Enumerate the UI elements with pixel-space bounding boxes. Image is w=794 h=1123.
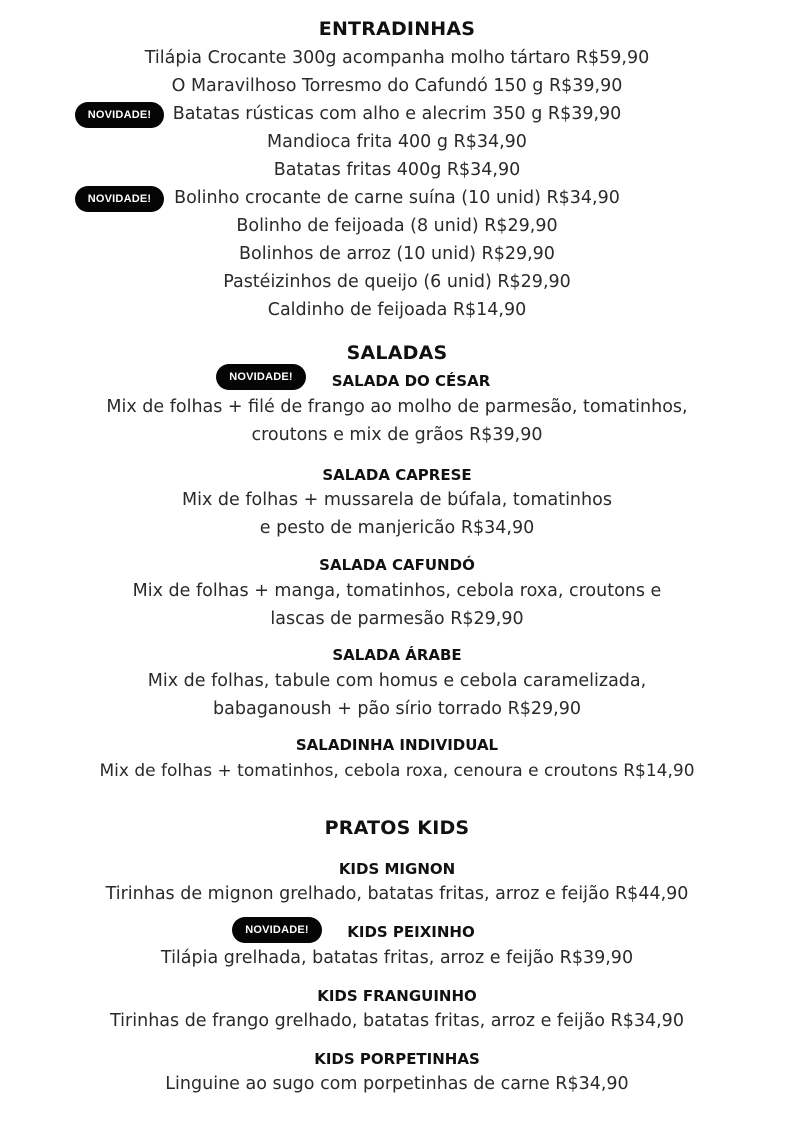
dish-name: KIDS MIGNON: [338, 860, 456, 878]
novidade-badge: NOVIDADE!: [216, 364, 306, 390]
dish-description: lascas de parmesão R$29,90: [270, 609, 524, 629]
dish-description: Mix de folhas, tabule com homus e cebola caramelizada,: [147, 671, 647, 691]
menu-item: O Maravilhoso Torresmo do Cafundó 150 g R$39,90: [171, 76, 623, 96]
dish-name: SALADA CAPRESE: [322, 466, 472, 484]
menu-item: Bolinhos de arroz (10 unid) R$29,90: [239, 244, 555, 264]
dish-description: Mix de folhas + manga, tomatinhos, cebola roxa, croutons e: [132, 581, 662, 601]
dish-name: SALADA ÁRABE: [332, 646, 462, 664]
menu-item: Tilápia Crocante 300g acompanha molho tártaro R$59,90: [144, 48, 650, 68]
dish-description: Tirinhas de frango grelhado, batatas fritas, arroz e feijão R$34,90: [110, 1011, 684, 1031]
novidade-badge: NOVIDADE!: [75, 186, 164, 212]
menu-item: Mandioca frita 400 g R$34,90: [267, 132, 527, 152]
dish-description: e pesto de manjericão R$34,90: [259, 518, 535, 538]
menu-item: Caldinho de feijoada R$14,90: [267, 300, 527, 320]
dish-description: Tirinhas de mignon grelhado, batatas fritas, arroz e feijão R$44,90: [105, 884, 689, 904]
menu-item: Batatas rústicas com alho e alecrim 350 g R$39,90: [172, 104, 622, 124]
dish-description: babaganoush + pão sírio torrado R$29,90: [213, 699, 581, 719]
dish-name: KIDS FRANGUINHO: [317, 987, 477, 1005]
dish-description: Mix de folhas + tomatinhos, cebola roxa, cenoura e croutons R$14,90: [99, 761, 695, 781]
dish-description: Linguine ao sugo com porpetinhas de carne R$34,90: [165, 1074, 629, 1094]
dish-name: SALADA CAFUNDÓ: [319, 556, 475, 574]
section-title-saladas: SALADAS: [346, 342, 448, 364]
menu-item: Pastéizinhos de queijo (6 unid) R$29,90: [223, 272, 571, 292]
dish-name: SALADA DO CÉSAR: [331, 372, 491, 390]
dish-description: Tilápia grelhada, batatas fritas, arroz e feijão R$39,90: [160, 948, 634, 968]
dish-name: KIDS PORPETINHAS: [314, 1050, 480, 1068]
dish-name: KIDS PEIXINHO: [347, 923, 475, 941]
dish-description: croutons e mix de grãos R$39,90: [251, 425, 543, 445]
dish-name: SALADINHA INDIVIDUAL: [295, 736, 499, 754]
section-title-entradinhas: ENTRADINHAS: [318, 18, 476, 40]
dish-description: Mix de folhas + mussarela de búfala, tomatinhos: [182, 490, 612, 510]
dish-description: Mix de folhas + filé de frango ao molho de parmesão, tomatinhos,: [106, 397, 688, 417]
novidade-badge: NOVIDADE!: [232, 917, 322, 943]
menu-item: Bolinho crocante de carne suína (10 unid) R$34,90: [174, 188, 620, 208]
novidade-badge: NOVIDADE!: [75, 102, 164, 128]
section-title-kids: PRATOS KIDS: [324, 817, 470, 839]
menu-item: Bolinho de feijoada (8 unid) R$29,90: [236, 216, 558, 236]
menu-item: Batatas fritas 400g R$34,90: [273, 160, 521, 180]
